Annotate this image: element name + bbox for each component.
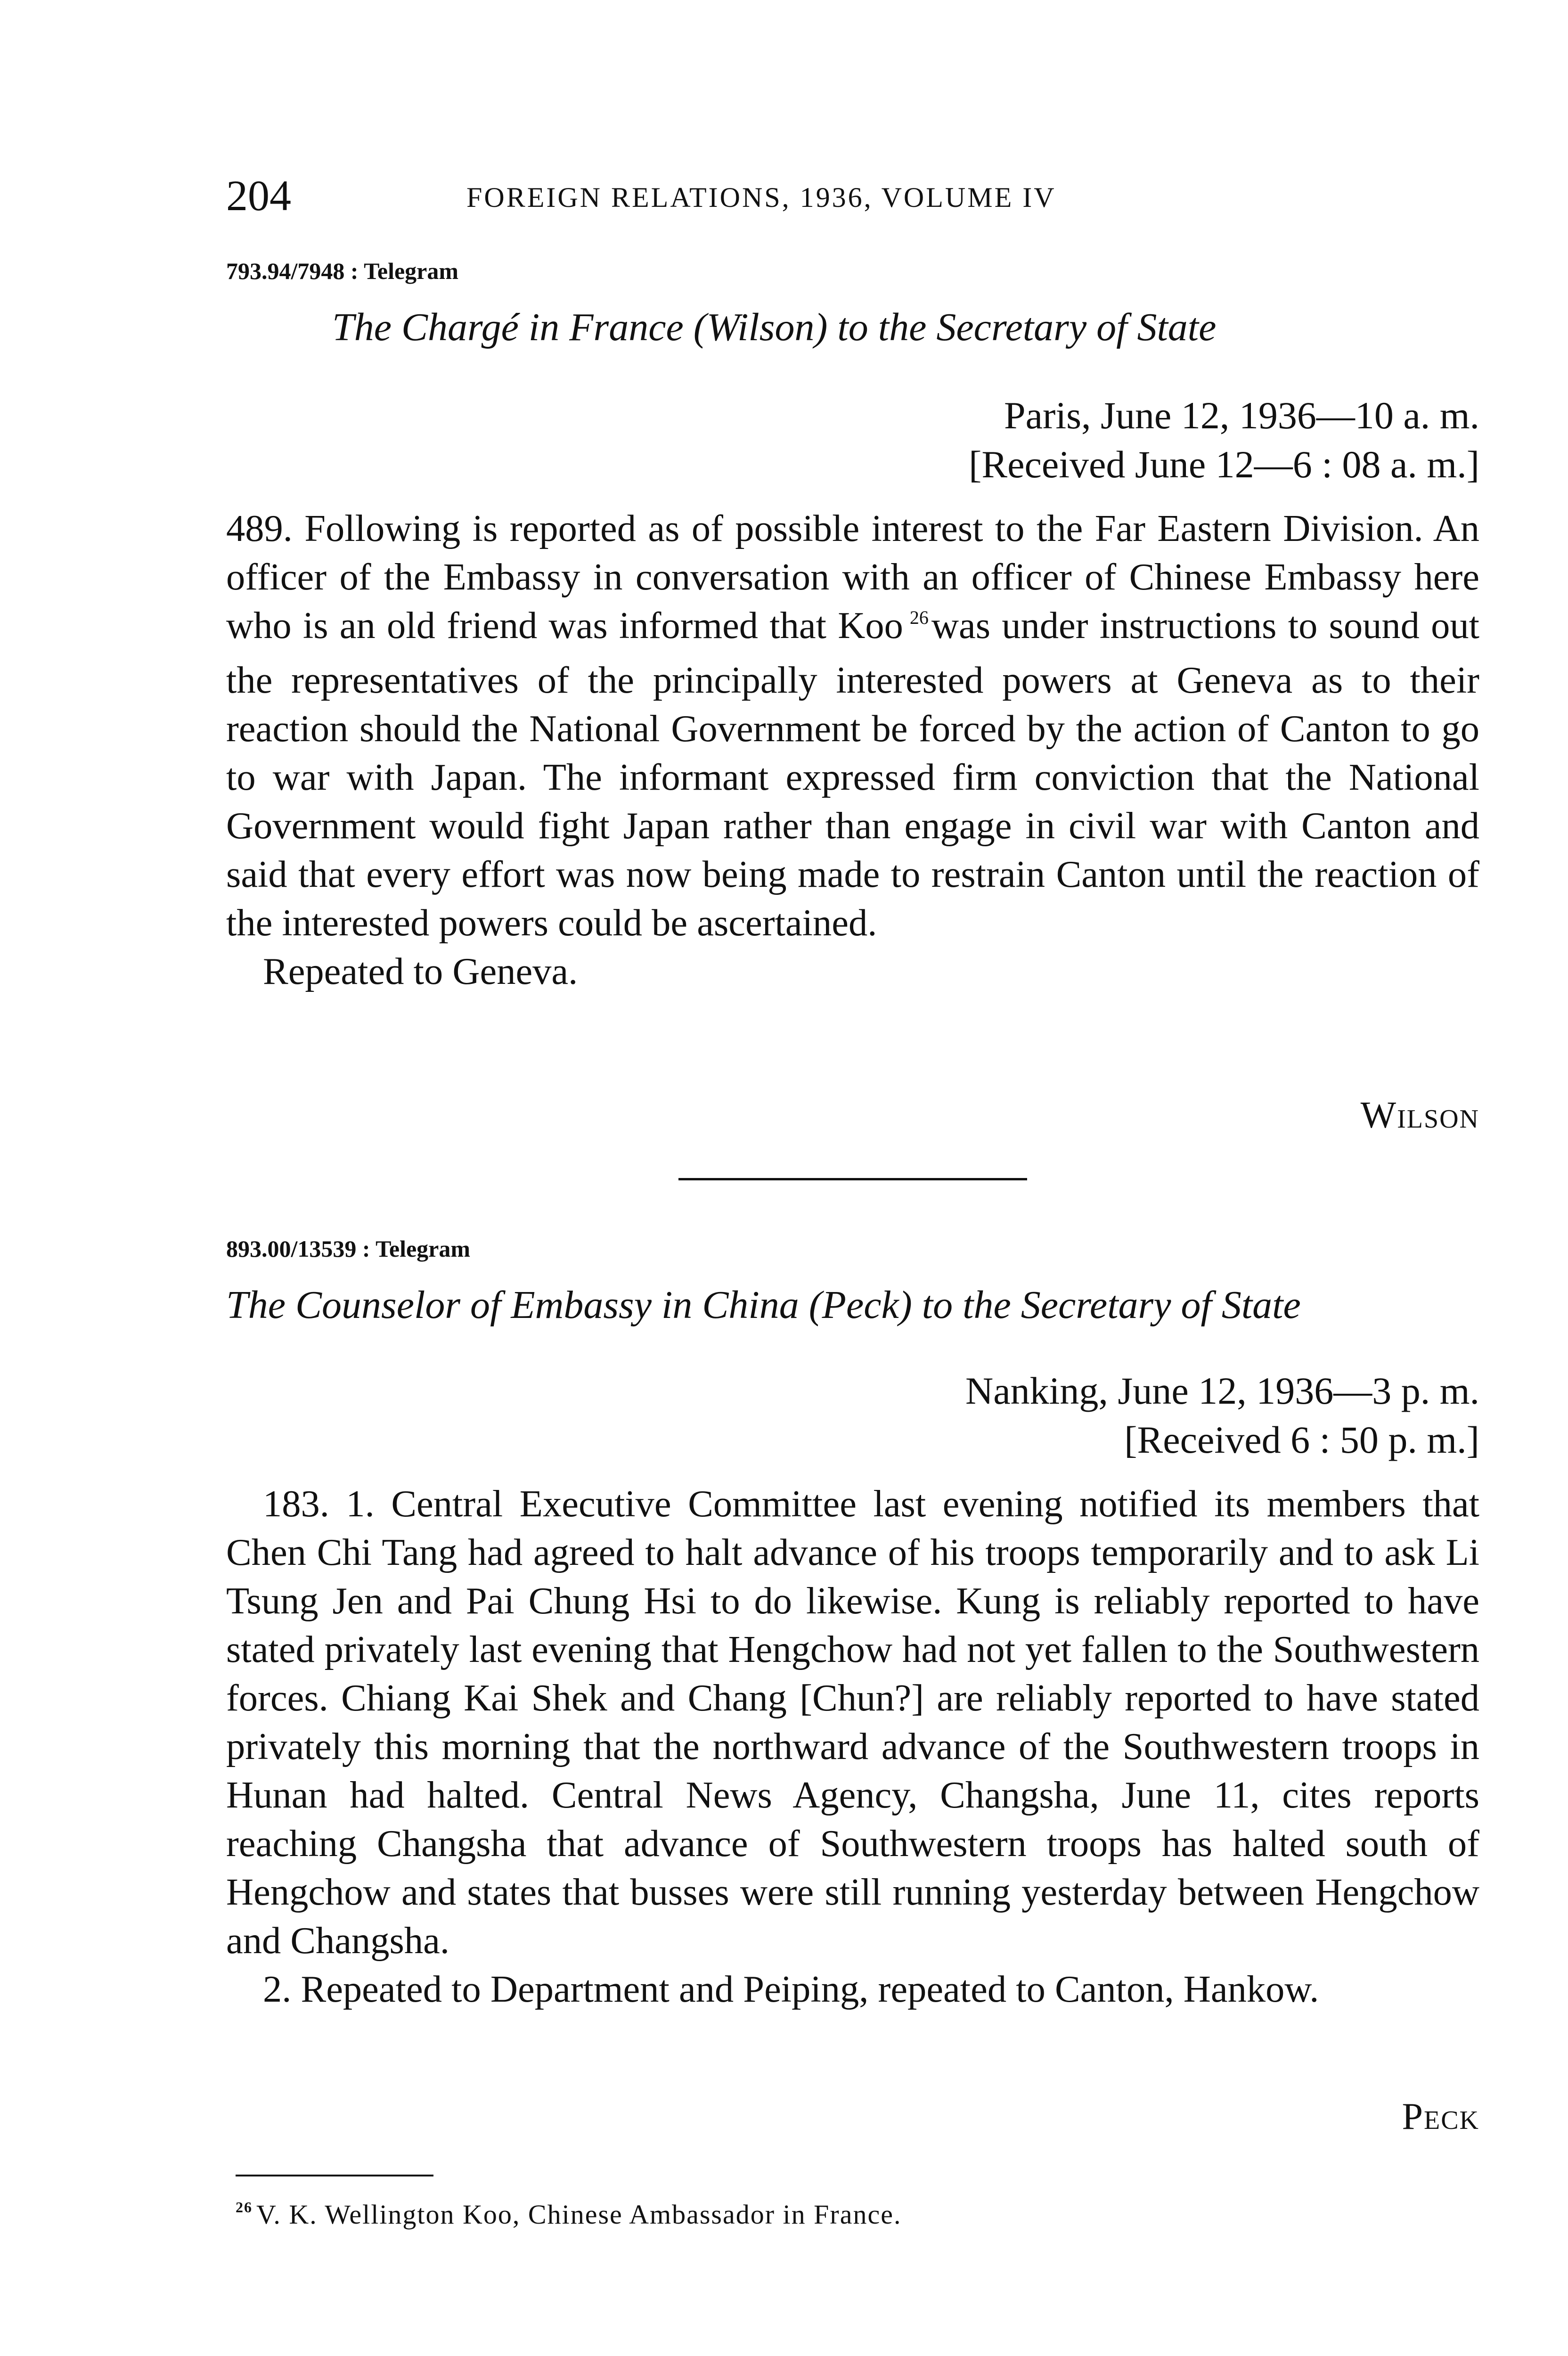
- document-body-2: [226, 1480, 1479, 2013]
- dateline-1: Paris, June 12, 1936—10 a. m.: [1004, 394, 1479, 437]
- telegram-paragraph: [226, 504, 1479, 947]
- footnote-reference: 26: [909, 607, 929, 628]
- footnote: [236, 2196, 1461, 2237]
- document-title-1: The Chargé in France (Wilson) to the Secretary of State: [332, 305, 1217, 349]
- received-line-1: [Received June 12—6 : 08 a. m.]: [969, 443, 1479, 486]
- footnote-mark: 26: [236, 2199, 253, 2216]
- paragraph-intro: 489. Following is reported as of possible interest to the Far Eastern Division. An officer of the Embassy in conversation with an officer of Chinese Embassy here who is an old friend was informed that Koo: [226, 507, 1479, 646]
- received-line-2: [Received 6 : 50 p. m.]: [1124, 1418, 1479, 1461]
- dateline-2: Nanking, June 12, 1936—3 p. m.: [965, 1369, 1479, 1412]
- running-head: FOREIGN RELATIONS, 1936, VOLUME IV: [466, 182, 1056, 213]
- page-header: [226, 170, 1479, 221]
- document-page: [226, 0, 1479, 2356]
- footnote-text: V. K. Wellington Koo, Chinese Ambassador in France.: [256, 2199, 902, 2230]
- document-body-1: [226, 504, 1479, 996]
- repeated-line: Repeated to Geneva.: [263, 950, 578, 992]
- file-reference-1: 793.94/7948 : Telegram: [226, 258, 459, 284]
- signature-1: Wilson: [1360, 1095, 1479, 1136]
- document-title-2: The Counselor of Embassy in China (Peck) to the Secretary of State: [226, 1283, 1301, 1327]
- footnote-rule: [236, 2175, 433, 2176]
- telegram-paragraph-2: 2. Repeated to Department and Peiping, repeated to Canton, Hankow.: [263, 1968, 1319, 2010]
- section-separator: [678, 1178, 1027, 1180]
- telegram-paragraph-1: 183. 1. Central Executive Committee last evening notified its members that Chen Chi Tang had agreed to halt advance of his troops temporarily and to ask Li Tsung Jen and Pai Chung Hsi to do likewise. Kung is reliably reported to have stated privately last evening that Hengchow had not yet fallen to the Southwestern forces. Chiang Kai Shek and Chang [Chun?] are reliably reported to have stated privately this morning that the northward advance of the Southwestern troops in Hunan had halted. Central News Agency, Changsha, June 11, cites reports reaching Changsha that advance of Southwestern troops has halted south of Hengchow and states that busses were still running yesterday between Hengchow and Changsha.: [226, 1483, 1479, 1962]
- signature-2: Peck: [1402, 2096, 1479, 2137]
- paragraph-rest: was under instructions to sound out the representatives of the principally interested powers at Geneva as to their reaction should the National Government be forced by the action of Canton to go to war with Japan. The informant expressed firm conviction that the National Government would fight Japan rather than engage in civil war with Canton and said that every effort was now being made to restrain Canton until the reaction of the interested powers could be ascertained.: [226, 605, 1479, 944]
- file-reference-2: 893.00/13539 : Telegram: [226, 1235, 471, 1262]
- page-number: 204: [226, 172, 291, 220]
